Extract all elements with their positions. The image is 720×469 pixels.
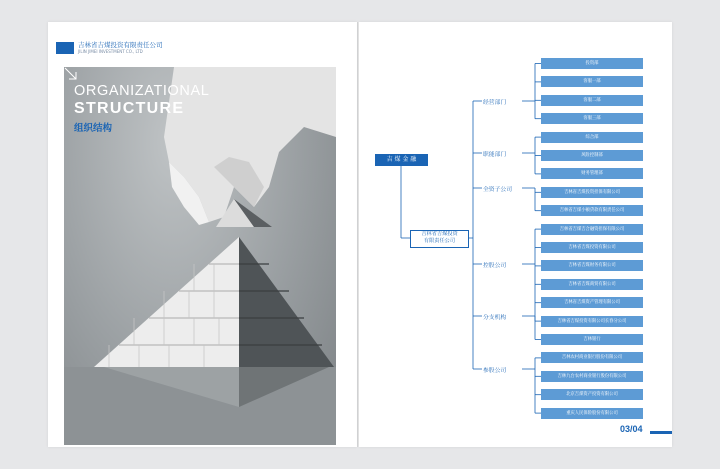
org-leaf-18: 北京吉煤资产投资有限公司 [541, 389, 643, 400]
org-leaf-5: 风险控制部 [541, 150, 643, 161]
company-name-en: JILIN JIMEI INVESTMENT CO., LTD [78, 49, 143, 54]
org-leaf-19: 重庆人民保险股份有限公司 [541, 408, 643, 419]
org-department-2: 全资子公司 [483, 187, 512, 193]
org-leaf-6: 财务管理部 [541, 168, 643, 179]
org-company-node: 吉林省吉煤投资 有限责任公司 [410, 230, 469, 248]
company-name-cn: 吉林省吉煤投资有限责任公司 [78, 41, 163, 49]
title-line-2: STRUCTURE [74, 100, 185, 117]
org-leaf-4: 综合部 [541, 132, 643, 143]
org-root-node: 吉 煤 金 融 [375, 154, 428, 166]
org-department-3: 控股公司 [483, 263, 507, 269]
org-leaf-11: 吉林省吉煤财务有限公司 [541, 260, 643, 271]
org-department-4: 分支机构 [483, 315, 507, 321]
org-department-0: 经营部门 [483, 100, 507, 106]
org-department-5: 参股公司 [483, 368, 507, 374]
org-leaf-0: 投资部 [541, 58, 643, 69]
page-number: 03/04 [620, 424, 643, 434]
title-cn: 组织结构 [74, 123, 113, 134]
title-line-1: ORGANIZATIONAL [74, 83, 210, 99]
org-leaf-16: 吉林农村商业银行股份有限公司 [541, 352, 643, 363]
org-leaf-15: 吉林银行 [541, 334, 643, 345]
org-department-1: 职能部门 [483, 152, 507, 158]
org-leaf-8: 吉林省吉煤小额贷款有限责任公司 [541, 205, 643, 216]
org-leaf-13: 吉林省吉煤资产管理有限公司 [541, 297, 643, 308]
org-leaf-17: 吉林九台农村商业银行股份有限公司 [541, 371, 643, 382]
org-leaf-3: 客服三部 [541, 113, 643, 124]
org-leaf-14: 吉林省吉煤投资有限公司长春分公司 [541, 316, 643, 327]
org-leaf-2: 客服二部 [541, 95, 643, 106]
org-leaf-1: 客服一部 [541, 76, 643, 87]
page-number-rule [650, 431, 672, 434]
org-leaf-10: 吉林省吉煤投资有限公司 [541, 242, 643, 253]
org-leaf-12: 吉林省吉煤商贸有限公司 [541, 279, 643, 290]
org-leaf-9: 吉林省吉煤吉合融资担保有限公司 [541, 224, 643, 235]
org-leaf-7: 吉林省吉煤投资担保有限公司 [541, 187, 643, 198]
